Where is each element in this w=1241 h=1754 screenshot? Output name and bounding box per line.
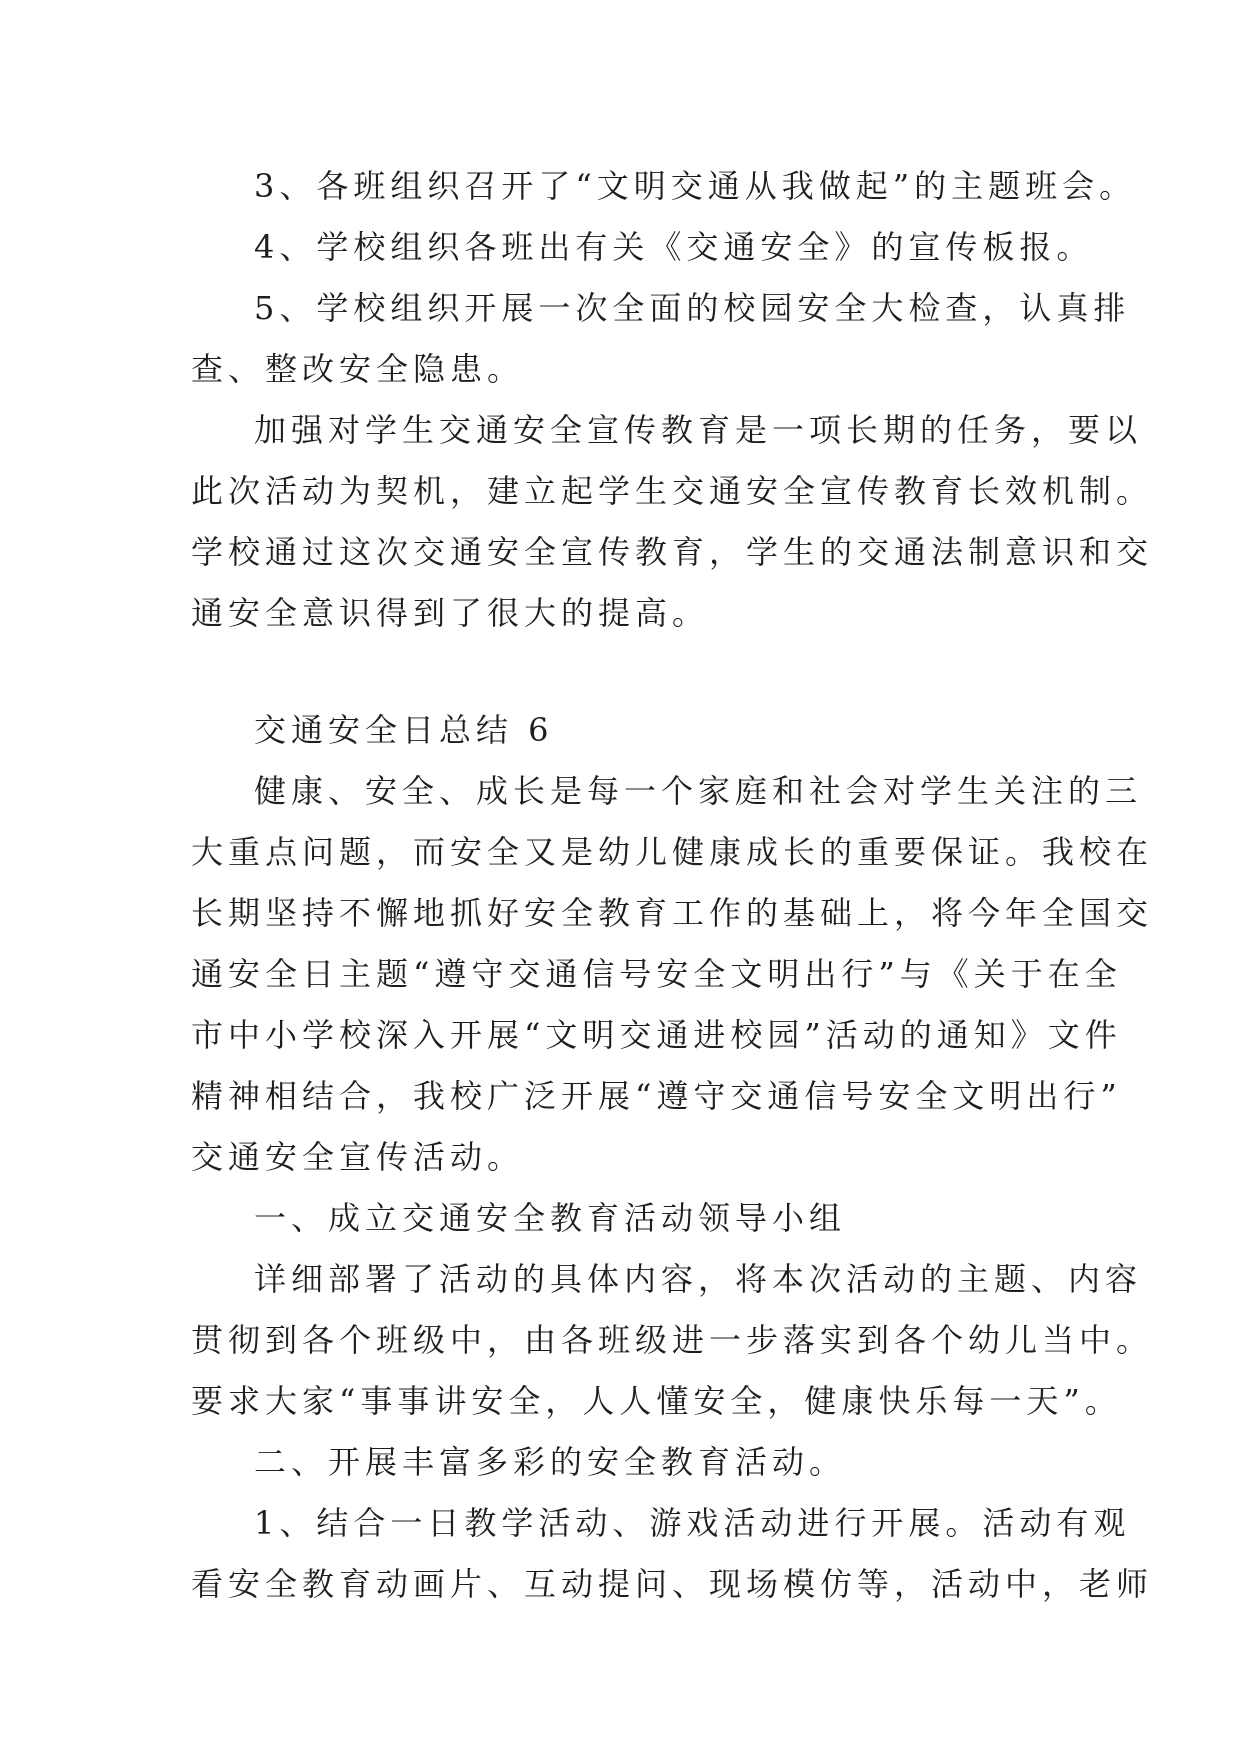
paragraph-line: 长期坚持不懈地抓好安全教育工作的基础上，将今年全国交 bbox=[191, 894, 1154, 932]
paragraph-line: 贯彻到各个班级中，由各班级进一步落实到各个幼儿当中。 bbox=[191, 1321, 1154, 1359]
list-item-5: 5、学校组织开展一次全面的校园安全大检查，认真排 bbox=[254, 289, 1131, 327]
paragraph-line: 要求大家“事事讲安全，人人懂安全，健康快乐每一天”。 bbox=[191, 1382, 1122, 1420]
subheading-2: 二、开展丰富多彩的安全教育活动。 bbox=[254, 1443, 847, 1481]
paragraph-line: 通安全意识得到了很大的提高。 bbox=[191, 594, 710, 632]
subheading-1: 一、成立交通安全教育活动领导小组 bbox=[254, 1199, 847, 1237]
paragraph-line: 精神相结合，我校广泛开展“遵守交通信号安全文明出行” bbox=[191, 1077, 1122, 1115]
paragraph-line: 看安全教育动画片、互动提问、现场模仿等，活动中，老师 bbox=[191, 1565, 1154, 1603]
paragraph-line: 市中小学校深入开展“文明交通进校园”活动的通知》文件 bbox=[191, 1016, 1122, 1054]
paragraph-line: 通安全日主题“遵守交通信号安全文明出行”与《关于在全 bbox=[191, 955, 1122, 993]
list-item-3: 3、各班组织召开了“文明交通从我做起”的主题班会。 bbox=[254, 167, 1137, 205]
list-item-5-continued: 查、整改安全隐患。 bbox=[191, 350, 525, 388]
list-item-4: 4、学校组织各班出有关《交通安全》的宣传板报。 bbox=[254, 228, 1094, 266]
paragraph-line: 加强对学生交通安全宣传教育是一项长期的任务，要以 bbox=[254, 411, 1143, 449]
paragraph-line: 交通安全宣传活动。 bbox=[191, 1138, 525, 1176]
paragraph-line: 详细部署了活动的具体内容，将本次活动的主题、内容 bbox=[254, 1260, 1143, 1298]
paragraph-line: 学校通过这次交通安全宣传教育，学生的交通法制意识和交 bbox=[191, 533, 1154, 571]
paragraph-line: 1、结合一日教学活动、游戏活动进行开展。活动有观 bbox=[254, 1504, 1131, 1542]
section-title: 交通安全日总结 6 bbox=[254, 711, 554, 749]
paragraph-line: 大重点问题，而安全又是幼儿健康成长的重要保证。我校在 bbox=[191, 833, 1154, 871]
paragraph-line: 健康、安全、成长是每一个家庭和社会对学生关注的三 bbox=[254, 772, 1143, 810]
paragraph-line: 此次活动为契机，建立起学生交通安全宣传教育长效机制。 bbox=[191, 472, 1154, 510]
